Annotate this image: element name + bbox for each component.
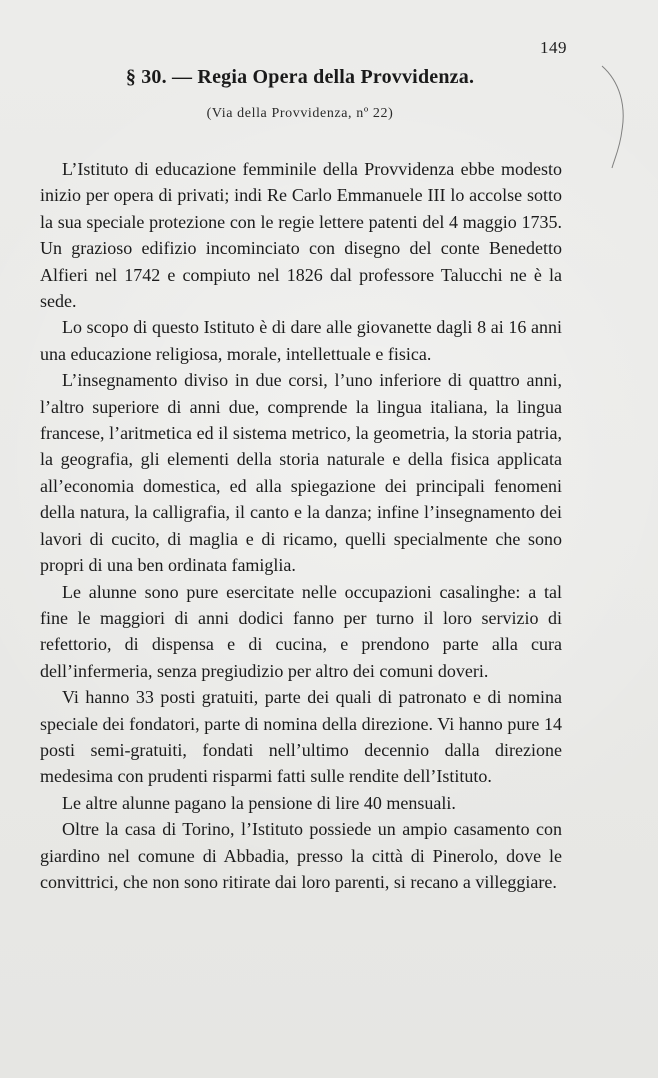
paragraph: L’Istituto di educazione femminile della Provvidenza ebbe modesto inizio per opera di privati; indi Re Carlo Emmanuele III lo accolse sotto la sua speciale protezione con le regie lettere patenti del 4 maggio 1735. Un grazioso edifizio incominciato con disegno del conte Benedetto Alfieri nel 1742 e compiuto nel 1826 dal professore Talucchi ne è la sede. [40,159,562,312]
paragraph: L’insegnamento diviso in due corsi, l’uno inferiore di quattro anni, l’altro superiore di anni due, comprende la lingua italiana, la lingua francese, l’aritmetica ed il sistema metrico, la geometria, la storia patria, la geografia, gli elementi della storia naturale e della fisica applicata all’economia domestica, ed alla spiegazione dei principali fenomeni della natura, la calligrafia, il canto e la danza; infine l’insegnamento dei lavori di cucito, di maglia e di ricamo, quelli specialmente che sono propri di una ben ordinata famiglia. [40,370,562,576]
paragraph: Vi hanno 33 posti gratuiti, parte dei quali di patronato e di nomina speciale dei fondatori, parte di nomina della direzione. Vi hanno pure 14 posti semi-gratuiti, fondati nell’ultimo decennio dalla direzione medesima con prudenti risparmi fatti sulle rendite dell’Istituto. [40,687,562,787]
paragraph: Le altre alunne pagano la pensione di lire 40 mensuali. [62,792,456,813]
paragraph: Le alunne sono pure esercitate nelle occupazioni casalinghe: a tal fine le maggiori di anni dodici fanno per turno il loro servizio di refettorio, di dispensa e di cucina, e prendono parte alla cura dell’infermeria, senza pregiudizio per altro dei comuni doveri. [40,581,562,681]
page-number: 149 [540,38,567,57]
section-heading: § 30. — Regia Opera della Provvidenza. [125,66,475,88]
margin-ink-curve [598,60,638,170]
section-address: (Via della Provvidenza, nº 22) [206,106,394,121]
body-text [40,156,562,895]
paragraph: Oltre la casa di Torino, l’Istituto possiede un ampio casamento con giardino nel comune di Abbadia, presso la città di Pinerolo, dove le convittrici, che non sono ritirate dai loro parenti, si recano a villeggiare. [40,819,562,892]
paragraph: Lo scopo di questo Istituto è di dare alle giovanette dagli 8 ai 16 anni una educazione religiosa, morale, intellettuale e fisica. [40,317,562,364]
